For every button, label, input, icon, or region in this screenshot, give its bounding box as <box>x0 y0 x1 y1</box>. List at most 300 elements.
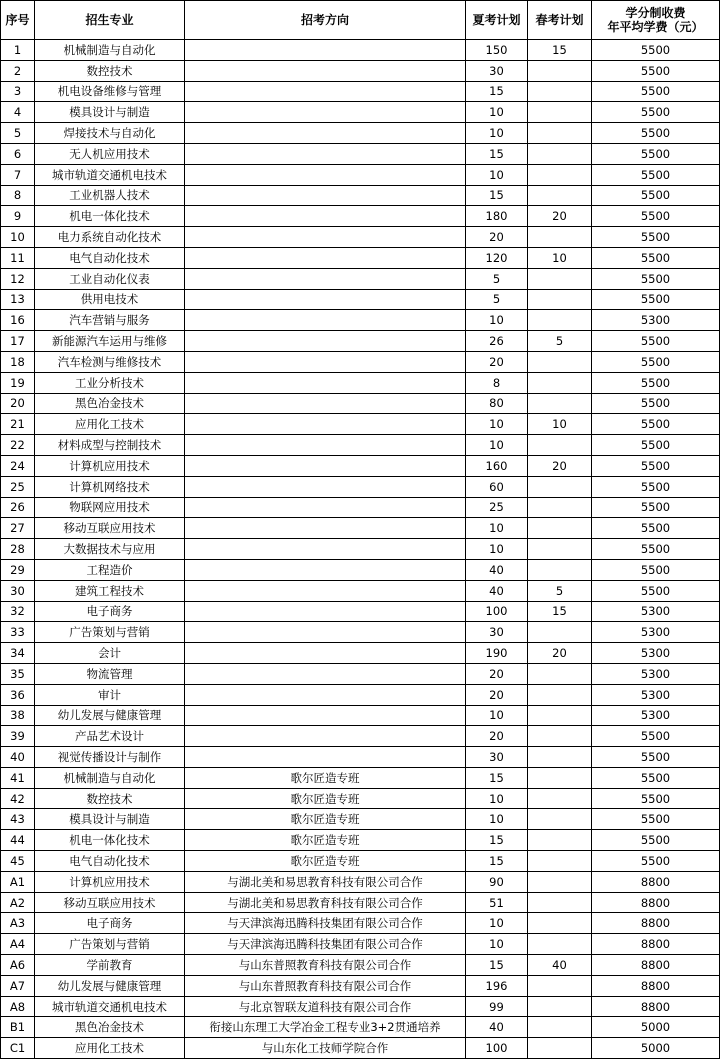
cell-seq: A7 <box>1 975 35 996</box>
cell-summer-plan: 10 <box>466 705 528 726</box>
cell-seq: A4 <box>1 934 35 955</box>
table-row <box>1 851 720 872</box>
table-row <box>1 268 720 289</box>
cell-summer-plan: 5 <box>466 289 528 310</box>
cell-summer-plan: 15 <box>466 143 528 164</box>
cell-spring-plan <box>528 684 592 705</box>
cell-spring-plan <box>528 476 592 497</box>
cell-spring-plan <box>528 622 592 643</box>
cell-summer-plan: 25 <box>466 497 528 518</box>
cell-seq: 38 <box>1 705 35 726</box>
table-row <box>1 913 720 934</box>
table-row <box>1 830 720 851</box>
cell-spring-plan <box>528 60 592 81</box>
table-row <box>1 518 720 539</box>
cell-major: 幼儿发展与健康管理 <box>35 975 185 996</box>
cell-seq: 43 <box>1 809 35 830</box>
cell-fee: 5500 <box>592 40 720 61</box>
cell-seq: 12 <box>1 268 35 289</box>
cell-seq: 10 <box>1 227 35 248</box>
cell-major: 工业自动化仪表 <box>35 268 185 289</box>
cell-fee: 5500 <box>592 289 720 310</box>
cell-direction: 与天津滨海迅腾科技集团有限公司合作 <box>185 913 466 934</box>
cell-summer-plan: 20 <box>466 227 528 248</box>
cell-major: 学前教育 <box>35 955 185 976</box>
cell-summer-plan: 30 <box>466 747 528 768</box>
cell-major: 城市轨道交通机电技术 <box>35 164 185 185</box>
cell-major: 移动互联应用技术 <box>35 892 185 913</box>
cell-major: 机械制造与自动化 <box>35 40 185 61</box>
cell-fee: 5500 <box>592 372 720 393</box>
table-row <box>1 1038 720 1059</box>
cell-spring-plan <box>528 289 592 310</box>
table-row <box>1 684 720 705</box>
cell-fee: 5500 <box>592 123 720 144</box>
cell-direction <box>185 580 466 601</box>
cell-summer-plan: 120 <box>466 247 528 268</box>
cell-fee: 5500 <box>592 559 720 580</box>
cell-major: 产品艺术设计 <box>35 726 185 747</box>
cell-major: 数控技术 <box>35 60 185 81</box>
cell-fee: 5500 <box>592 497 720 518</box>
cell-seq: 39 <box>1 726 35 747</box>
cell-major: 幼儿发展与健康管理 <box>35 705 185 726</box>
table-row <box>1 164 720 185</box>
cell-direction: 歌尔匠造专班 <box>185 851 466 872</box>
cell-direction <box>185 247 466 268</box>
cell-summer-plan: 51 <box>466 892 528 913</box>
cell-major: 电气自动化技术 <box>35 247 185 268</box>
cell-seq: 30 <box>1 580 35 601</box>
cell-seq: 22 <box>1 435 35 456</box>
cell-spring-plan <box>528 809 592 830</box>
cell-fee: 5500 <box>592 809 720 830</box>
cell-direction: 与山东化工技师学院合作 <box>185 1038 466 1059</box>
cell-summer-plan: 15 <box>466 955 528 976</box>
cell-major: 机电一体化技术 <box>35 830 185 851</box>
cell-summer-plan: 20 <box>466 726 528 747</box>
table-row <box>1 955 720 976</box>
cell-spring-plan <box>528 913 592 934</box>
cell-direction <box>185 227 466 248</box>
cell-direction: 歌尔匠造专班 <box>185 830 466 851</box>
table-row <box>1 414 720 435</box>
cell-spring-plan <box>528 351 592 372</box>
cell-summer-plan: 8 <box>466 372 528 393</box>
cell-major: 视觉传播设计与制作 <box>35 747 185 768</box>
table-row <box>1 601 720 622</box>
table-row <box>1 289 720 310</box>
cell-major: 工程造价 <box>35 559 185 580</box>
cell-summer-plan: 20 <box>466 663 528 684</box>
cell-direction <box>185 663 466 684</box>
cell-seq: A3 <box>1 913 35 934</box>
cell-fee: 5500 <box>592 81 720 102</box>
cell-major: 建筑工程技术 <box>35 580 185 601</box>
cell-major: 机电设备维修与管理 <box>35 81 185 102</box>
cell-fee: 5500 <box>592 455 720 476</box>
table-row <box>1 227 720 248</box>
cell-summer-plan: 196 <box>466 975 528 996</box>
cell-spring-plan <box>528 310 592 331</box>
cell-direction <box>185 726 466 747</box>
cell-fee: 5500 <box>592 227 720 248</box>
header-spring-plan: 春考计划 <box>528 1 592 40</box>
cell-seq: 41 <box>1 767 35 788</box>
cell-major: 无人机应用技术 <box>35 143 185 164</box>
table-row <box>1 351 720 372</box>
table-row <box>1 767 720 788</box>
cell-direction <box>185 539 466 560</box>
table-row <box>1 331 720 352</box>
cell-summer-plan: 100 <box>466 601 528 622</box>
cell-seq: 11 <box>1 247 35 268</box>
cell-summer-plan: 100 <box>466 1038 528 1059</box>
cell-fee: 5500 <box>592 102 720 123</box>
cell-summer-plan: 30 <box>466 60 528 81</box>
cell-seq: 26 <box>1 497 35 518</box>
table-row <box>1 580 720 601</box>
cell-fee: 8800 <box>592 996 720 1017</box>
table-row <box>1 476 720 497</box>
cell-fee: 5300 <box>592 705 720 726</box>
cell-seq: A2 <box>1 892 35 913</box>
cell-spring-plan: 40 <box>528 955 592 976</box>
cell-summer-plan: 90 <box>466 871 528 892</box>
table-row <box>1 622 720 643</box>
cell-summer-plan: 15 <box>466 185 528 206</box>
cell-fee: 5500 <box>592 830 720 851</box>
cell-spring-plan <box>528 518 592 539</box>
header-fee-line1: 学分制收费 <box>625 6 686 20</box>
table-row <box>1 247 720 268</box>
cell-spring-plan: 20 <box>528 643 592 664</box>
cell-seq: 35 <box>1 663 35 684</box>
cell-seq: 7 <box>1 164 35 185</box>
cell-seq: 20 <box>1 393 35 414</box>
table-row <box>1 206 720 227</box>
cell-summer-plan: 10 <box>466 934 528 955</box>
table-row <box>1 726 720 747</box>
cell-summer-plan: 99 <box>466 996 528 1017</box>
cell-summer-plan: 15 <box>466 830 528 851</box>
cell-fee: 5000 <box>592 1038 720 1059</box>
table-row <box>1 143 720 164</box>
cell-summer-plan: 40 <box>466 580 528 601</box>
cell-fee: 5500 <box>592 331 720 352</box>
cell-spring-plan <box>528 102 592 123</box>
cell-seq: 21 <box>1 414 35 435</box>
header-fee <box>592 1 720 40</box>
cell-direction <box>185 331 466 352</box>
cell-seq: A8 <box>1 996 35 1017</box>
cell-seq: 19 <box>1 372 35 393</box>
cell-major: 审计 <box>35 684 185 705</box>
cell-direction: 与山东普照教育科技有限公司合作 <box>185 975 466 996</box>
cell-major: 材料成型与控制技术 <box>35 435 185 456</box>
table-row <box>1 788 720 809</box>
table-row <box>1 809 720 830</box>
table-row <box>1 435 720 456</box>
cell-direction: 与湖北美和易思教育科技有限公司合作 <box>185 892 466 913</box>
cell-fee: 5500 <box>592 726 720 747</box>
cell-fee: 5300 <box>592 622 720 643</box>
cell-fee: 5300 <box>592 601 720 622</box>
cell-summer-plan: 10 <box>466 310 528 331</box>
cell-spring-plan <box>528 164 592 185</box>
cell-spring-plan <box>528 851 592 872</box>
cell-major: 模具设计与制造 <box>35 102 185 123</box>
cell-major: 计算机网络技术 <box>35 476 185 497</box>
cell-spring-plan <box>528 559 592 580</box>
cell-major: 工业机器人技术 <box>35 185 185 206</box>
cell-direction <box>185 372 466 393</box>
cell-fee: 5500 <box>592 476 720 497</box>
header-major: 招生专业 <box>35 1 185 40</box>
cell-major: 数控技术 <box>35 788 185 809</box>
cell-seq: 36 <box>1 684 35 705</box>
cell-spring-plan <box>528 726 592 747</box>
cell-summer-plan: 160 <box>466 455 528 476</box>
cell-fee: 5500 <box>592 518 720 539</box>
cell-spring-plan <box>528 996 592 1017</box>
cell-major: 大数据技术与应用 <box>35 539 185 560</box>
cell-major: 广告策划与营销 <box>35 622 185 643</box>
table-row <box>1 102 720 123</box>
cell-seq: 13 <box>1 289 35 310</box>
cell-seq: 24 <box>1 455 35 476</box>
cell-major: 电气自动化技术 <box>35 851 185 872</box>
cell-summer-plan: 10 <box>466 518 528 539</box>
cell-direction <box>185 351 466 372</box>
cell-spring-plan <box>528 788 592 809</box>
cell-fee: 5500 <box>592 185 720 206</box>
cell-direction <box>185 40 466 61</box>
cell-seq: 6 <box>1 143 35 164</box>
cell-seq: 33 <box>1 622 35 643</box>
cell-major: 模具设计与制造 <box>35 809 185 830</box>
table-row <box>1 975 720 996</box>
cell-fee: 5300 <box>592 684 720 705</box>
cell-fee: 5500 <box>592 539 720 560</box>
cell-spring-plan <box>528 227 592 248</box>
table-row <box>1 60 720 81</box>
cell-major: 物联网应用技术 <box>35 497 185 518</box>
cell-seq: 44 <box>1 830 35 851</box>
table-row <box>1 1017 720 1038</box>
cell-fee: 5500 <box>592 788 720 809</box>
header-direction: 招考方向 <box>185 1 466 40</box>
cell-summer-plan: 10 <box>466 123 528 144</box>
cell-direction <box>185 497 466 518</box>
cell-summer-plan: 10 <box>466 809 528 830</box>
cell-summer-plan: 10 <box>466 913 528 934</box>
cell-spring-plan <box>528 143 592 164</box>
cell-major: 汽车检测与维修技术 <box>35 351 185 372</box>
cell-major: 移动互联应用技术 <box>35 518 185 539</box>
cell-major: 会计 <box>35 643 185 664</box>
cell-major: 机械制造与自动化 <box>35 767 185 788</box>
cell-direction <box>185 414 466 435</box>
table-row <box>1 455 720 476</box>
cell-major: 机电一体化技术 <box>35 206 185 227</box>
cell-fee: 8800 <box>592 871 720 892</box>
cell-direction <box>185 476 466 497</box>
table-body <box>1 40 720 1059</box>
cell-seq: 5 <box>1 123 35 144</box>
table-row <box>1 372 720 393</box>
cell-summer-plan: 10 <box>466 102 528 123</box>
cell-direction <box>185 518 466 539</box>
cell-fee: 8800 <box>592 892 720 913</box>
cell-seq: A6 <box>1 955 35 976</box>
cell-summer-plan: 10 <box>466 435 528 456</box>
cell-fee: 5500 <box>592 414 720 435</box>
table-row <box>1 497 720 518</box>
cell-major: 焊接技术与自动化 <box>35 123 185 144</box>
cell-spring-plan <box>528 435 592 456</box>
cell-fee: 8800 <box>592 934 720 955</box>
cell-seq: 28 <box>1 539 35 560</box>
cell-direction <box>185 60 466 81</box>
header-row <box>1 1 720 40</box>
table-row <box>1 663 720 684</box>
cell-major: 电子商务 <box>35 601 185 622</box>
cell-direction <box>185 206 466 227</box>
cell-seq: 16 <box>1 310 35 331</box>
cell-fee: 5500 <box>592 247 720 268</box>
cell-direction: 与山东普照教育科技有限公司合作 <box>185 955 466 976</box>
cell-major: 广告策划与营销 <box>35 934 185 955</box>
cell-fee: 5500 <box>592 164 720 185</box>
cell-fee: 5500 <box>592 767 720 788</box>
cell-direction: 衔接山东理工大学冶金工程专业3+2贯通培养 <box>185 1017 466 1038</box>
cell-fee: 5500 <box>592 747 720 768</box>
cell-spring-plan <box>528 81 592 102</box>
cell-summer-plan: 40 <box>466 559 528 580</box>
cell-seq: 9 <box>1 206 35 227</box>
table-row <box>1 871 720 892</box>
cell-summer-plan: 10 <box>466 164 528 185</box>
table-row <box>1 81 720 102</box>
cell-spring-plan: 20 <box>528 455 592 476</box>
cell-direction: 歌尔匠造专班 <box>185 767 466 788</box>
cell-direction <box>185 435 466 456</box>
cell-direction <box>185 747 466 768</box>
cell-summer-plan: 10 <box>466 539 528 560</box>
cell-spring-plan <box>528 871 592 892</box>
cell-summer-plan: 60 <box>466 476 528 497</box>
cell-major: 物流管理 <box>35 663 185 684</box>
cell-spring-plan <box>528 268 592 289</box>
table-row <box>1 705 720 726</box>
cell-direction: 歌尔匠造专班 <box>185 788 466 809</box>
cell-major: 计算机应用技术 <box>35 871 185 892</box>
cell-spring-plan <box>528 497 592 518</box>
cell-seq: 1 <box>1 40 35 61</box>
cell-fee: 8800 <box>592 955 720 976</box>
cell-seq: 17 <box>1 331 35 352</box>
cell-spring-plan: 15 <box>528 601 592 622</box>
cell-major: 电力系统自动化技术 <box>35 227 185 248</box>
cell-summer-plan: 15 <box>466 767 528 788</box>
table-row <box>1 747 720 768</box>
cell-direction <box>185 143 466 164</box>
table-row <box>1 996 720 1017</box>
cell-summer-plan: 190 <box>466 643 528 664</box>
cell-summer-plan: 30 <box>466 622 528 643</box>
table-header <box>1 1 720 40</box>
cell-seq: C1 <box>1 1038 35 1059</box>
cell-fee: 5300 <box>592 310 720 331</box>
cell-direction: 歌尔匠造专班 <box>185 809 466 830</box>
cell-fee: 5500 <box>592 206 720 227</box>
cell-direction <box>185 705 466 726</box>
cell-major: 计算机应用技术 <box>35 455 185 476</box>
table-row <box>1 310 720 331</box>
cell-direction <box>185 455 466 476</box>
cell-seq: 25 <box>1 476 35 497</box>
table-row <box>1 643 720 664</box>
cell-spring-plan <box>528 830 592 851</box>
cell-seq: 34 <box>1 643 35 664</box>
cell-spring-plan: 10 <box>528 247 592 268</box>
cell-direction: 与北京智联友道科技有限公司合作 <box>185 996 466 1017</box>
cell-summer-plan: 150 <box>466 40 528 61</box>
cell-seq: B1 <box>1 1017 35 1038</box>
cell-fee: 5500 <box>592 143 720 164</box>
cell-major: 供用电技术 <box>35 289 185 310</box>
cell-direction <box>185 123 466 144</box>
cell-major: 工业分析技术 <box>35 372 185 393</box>
cell-direction <box>185 684 466 705</box>
cell-direction: 与天津滨海迅腾科技集团有限公司合作 <box>185 934 466 955</box>
cell-spring-plan <box>528 892 592 913</box>
cell-spring-plan: 20 <box>528 206 592 227</box>
cell-summer-plan: 40 <box>466 1017 528 1038</box>
cell-fee: 8800 <box>592 913 720 934</box>
cell-fee: 5300 <box>592 663 720 684</box>
cell-spring-plan <box>528 1017 592 1038</box>
cell-seq: 2 <box>1 60 35 81</box>
cell-direction <box>185 81 466 102</box>
header-summer-plan: 夏考计划 <box>466 1 528 40</box>
cell-spring-plan <box>528 372 592 393</box>
cell-direction <box>185 185 466 206</box>
cell-spring-plan <box>528 185 592 206</box>
cell-spring-plan <box>528 975 592 996</box>
cell-spring-plan: 15 <box>528 40 592 61</box>
cell-direction <box>185 601 466 622</box>
cell-fee: 5500 <box>592 351 720 372</box>
cell-summer-plan: 5 <box>466 268 528 289</box>
cell-spring-plan <box>528 705 592 726</box>
cell-fee: 5500 <box>592 851 720 872</box>
cell-spring-plan <box>528 539 592 560</box>
table-row <box>1 393 720 414</box>
cell-fee: 5500 <box>592 435 720 456</box>
cell-fee: 5000 <box>592 1017 720 1038</box>
cell-major: 黑色冶金技术 <box>35 393 185 414</box>
cell-major: 城市轨道交通机电技术 <box>35 996 185 1017</box>
cell-seq: 4 <box>1 102 35 123</box>
cell-direction <box>185 559 466 580</box>
cell-spring-plan: 10 <box>528 414 592 435</box>
cell-summer-plan: 180 <box>466 206 528 227</box>
table-row <box>1 123 720 144</box>
cell-major: 应用化工技术 <box>35 1038 185 1059</box>
table-row <box>1 559 720 580</box>
